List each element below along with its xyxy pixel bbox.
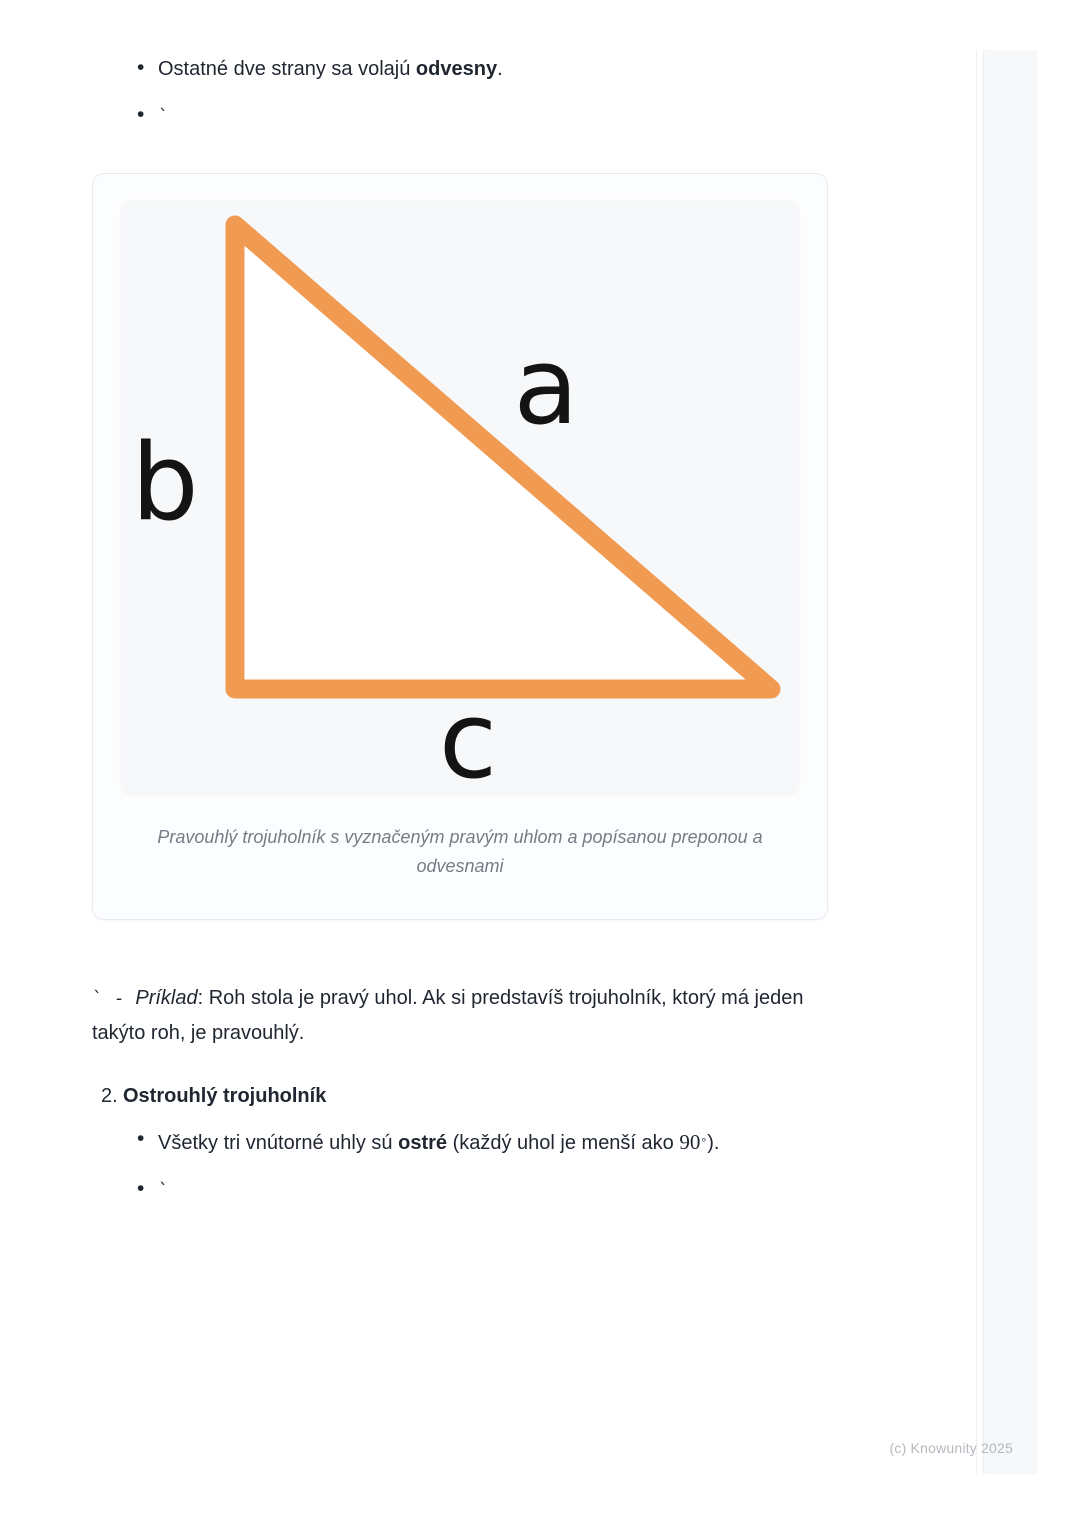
numbered-item bbox=[92, 1079, 832, 1208]
adjacent-page-edge bbox=[983, 50, 1037, 1474]
triangle-shape bbox=[235, 225, 771, 689]
backtick-text: ` bbox=[158, 106, 169, 127]
list-item bbox=[92, 99, 832, 134]
example-label: Príklad bbox=[135, 987, 198, 1009]
sub-bullet-list bbox=[92, 1123, 832, 1208]
intro-bullet-list bbox=[92, 52, 832, 134]
list-item-text: ). bbox=[707, 1132, 720, 1154]
item-number: 2. bbox=[101, 1085, 118, 1107]
list-item bbox=[92, 1123, 832, 1160]
left-leg-label: b bbox=[131, 421, 199, 544]
list-item-text: (každý uhol je menší ako bbox=[447, 1132, 680, 1154]
item-title: Ostrouhlý trojuholník bbox=[123, 1085, 327, 1107]
bold-term: ostré bbox=[398, 1132, 448, 1154]
list-item bbox=[92, 1173, 832, 1208]
list-item-text: Ostatné dve strany sa volajú bbox=[158, 58, 416, 80]
figure-caption: Pravouhlý trojuholník s vyznačeným pravým uhlom a popísanou preponou a odvesnami bbox=[157, 827, 763, 876]
base-label: c bbox=[438, 679, 498, 793]
degree-symbol: ∘ bbox=[700, 1134, 708, 1146]
copyright-text: (c) Knowunity 2025 bbox=[889, 1440, 1013, 1456]
figure-card bbox=[92, 173, 828, 920]
example-text: : Roh stola je pravý uhol. Ak si predstavíš trojuholník, ktorý má jeden takýto roh, je pravouhlý. bbox=[92, 987, 804, 1044]
list-item-text: . bbox=[497, 58, 503, 80]
backtick-text: ` bbox=[158, 1180, 169, 1201]
backtick-text: ` - bbox=[92, 988, 136, 1009]
bold-term: odvesny bbox=[415, 58, 498, 80]
document-content bbox=[92, 52, 832, 1221]
list-item-text: Všetky tri vnútorné uhly sú bbox=[158, 1132, 399, 1154]
hypotenuse-label: a bbox=[513, 325, 579, 448]
degree-value: 90∘ bbox=[679, 1130, 708, 1154]
example-paragraph bbox=[92, 981, 832, 1050]
numbered-section bbox=[92, 1079, 832, 1208]
list-item bbox=[92, 52, 832, 86]
right-triangle-image[interactable] bbox=[121, 201, 799, 793]
